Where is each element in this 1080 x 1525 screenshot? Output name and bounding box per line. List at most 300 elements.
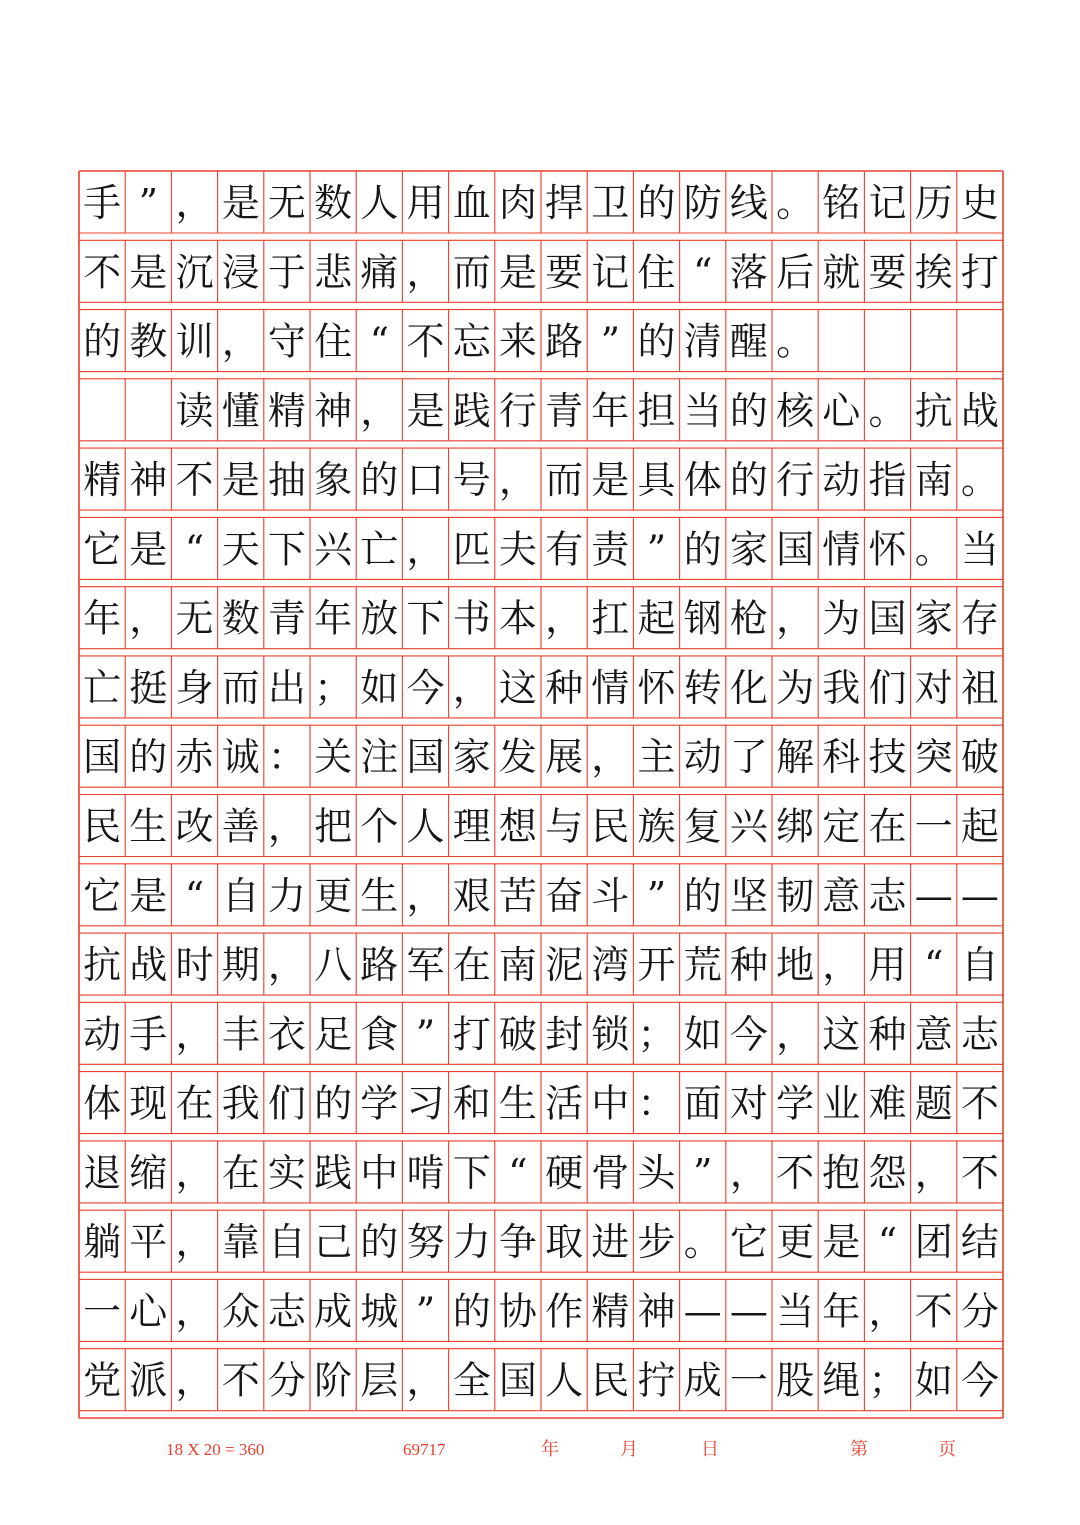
- grid-character: 理: [452, 804, 491, 849]
- grid-character: 丰: [221, 1012, 260, 1057]
- grid-character: ：: [267, 735, 306, 780]
- sheet-code: 69717: [403, 1440, 446, 1459]
- grid-character: 神: [129, 458, 168, 503]
- grid-character: 痛: [360, 250, 399, 295]
- grid-character: 开: [637, 943, 676, 988]
- grid-character: 来: [498, 319, 537, 364]
- grid-character: 住: [637, 250, 676, 295]
- grid-character: 是: [822, 1220, 861, 1265]
- grid-character: 忘: [452, 319, 491, 364]
- grid-character: 的: [360, 458, 399, 503]
- grid-character: 口: [406, 458, 445, 503]
- grid-character: “: [369, 319, 390, 364]
- grid-character: 业: [822, 1081, 861, 1126]
- grid-character: 动: [683, 735, 722, 780]
- grid-character: 下: [452, 1150, 491, 1195]
- grid-character: ，: [498, 458, 537, 503]
- grid-character: 努: [406, 1220, 445, 1265]
- grid-character: 。: [914, 527, 953, 572]
- grid-character: 亡: [360, 527, 399, 572]
- grid-character: 主: [637, 735, 676, 780]
- grid-character: ”: [600, 319, 621, 364]
- grid-character: ，: [776, 1012, 815, 1057]
- grid-character: 族: [637, 804, 676, 849]
- grid-character: 的: [637, 181, 676, 225]
- grid-character: ，: [545, 596, 584, 641]
- grid-character: 与: [545, 804, 584, 849]
- grid-character: 斗: [591, 873, 630, 918]
- grid-character: ”: [138, 181, 159, 225]
- grid-character: 进: [591, 1220, 630, 1265]
- grid-character: 具: [637, 458, 676, 503]
- grid-character: 人: [545, 1358, 584, 1403]
- grid-character: 卫: [591, 181, 630, 225]
- grid-character: 面: [683, 1081, 722, 1126]
- grid-character: 民: [591, 1358, 630, 1403]
- grid-character: 啃: [406, 1150, 445, 1195]
- grid-character: 兴: [314, 527, 353, 572]
- grid-character: 学: [776, 1081, 815, 1126]
- grid-character: 食: [360, 1012, 399, 1057]
- grid-character: ，: [267, 943, 306, 988]
- grid-character: 湾: [591, 943, 630, 988]
- grid-character: 取: [545, 1220, 584, 1265]
- grid-character: 生: [498, 1081, 537, 1126]
- grid-character: 城: [360, 1289, 399, 1334]
- grid-character: 铭: [822, 181, 861, 225]
- grid-character: 国: [776, 527, 815, 572]
- grid-character: 抗: [83, 943, 122, 988]
- grid-character: 注: [360, 735, 399, 780]
- grid-character: 在: [452, 943, 491, 988]
- grid-character: ，: [175, 1012, 214, 1057]
- grid-character: 们: [868, 665, 907, 710]
- grid-character: 党: [83, 1358, 122, 1403]
- grid-character: 国: [868, 596, 907, 641]
- grid-character: 的: [129, 735, 168, 780]
- grid-character: 兴: [729, 804, 768, 849]
- grid-character: 扛: [591, 596, 630, 641]
- grid-character: 骨: [591, 1150, 630, 1195]
- grid-character: 放: [360, 596, 399, 641]
- grid-character: ；: [868, 1358, 907, 1403]
- grid-character: 步: [637, 1220, 676, 1265]
- grid-character: 今: [729, 1012, 768, 1057]
- grid-character: ，: [452, 665, 491, 710]
- grid-character: 足: [314, 1012, 353, 1057]
- grid-character: 对: [729, 1081, 768, 1126]
- grid-character: ，: [129, 596, 168, 641]
- grid-character: 绳: [822, 1358, 861, 1403]
- grid-character: ，: [175, 1220, 214, 1265]
- grid-character: 不: [406, 319, 445, 364]
- grid-character: ，: [914, 1150, 953, 1195]
- grid-character: —: [914, 873, 953, 918]
- grid-character: 是: [129, 527, 168, 572]
- grid-character: 年: [822, 1289, 861, 1334]
- grid-character: 改: [175, 804, 214, 849]
- grid-character: 国: [83, 735, 122, 780]
- grid-character: 亡: [83, 665, 122, 710]
- grid-character: 展: [545, 735, 584, 780]
- grid-character: 。: [776, 181, 815, 225]
- grid-character: 转: [683, 665, 722, 710]
- grid-character: 要: [868, 250, 907, 295]
- grid-character: ：: [637, 1081, 676, 1126]
- grid-character: ，: [175, 1358, 214, 1403]
- grid-character: 意: [822, 873, 861, 918]
- grid-character: 活: [545, 1081, 584, 1126]
- grid-character: 头: [637, 1150, 676, 1195]
- grid-character: 教: [129, 319, 168, 364]
- grid-character: 力: [267, 873, 306, 918]
- grid-character: [83, 389, 121, 433]
- grid-character: 下: [406, 596, 445, 641]
- grid-character: 精: [83, 458, 122, 503]
- grid-character: 结: [960, 1220, 999, 1265]
- grid-character: ”: [646, 873, 667, 918]
- grid-character: 时: [175, 943, 214, 988]
- grid-character: 是: [221, 181, 260, 225]
- grid-character: —: [729, 1289, 768, 1334]
- grid-character: 后: [776, 250, 815, 295]
- grid-character: 的: [360, 1220, 399, 1265]
- grid-character: 解: [776, 735, 815, 780]
- grid-character: 全: [452, 1358, 491, 1403]
- grid-character: 行: [776, 458, 815, 503]
- grid-character: 记: [591, 250, 630, 295]
- grid-character: 它: [729, 1220, 768, 1265]
- grid-character: 荒: [683, 943, 722, 988]
- grid-character: 种: [868, 1012, 907, 1057]
- grid-character: 怀: [637, 665, 676, 710]
- grid-character: 突: [914, 735, 953, 780]
- grid-character: 坚: [729, 873, 768, 918]
- grid-character: 。: [960, 458, 999, 503]
- grid-character: ，: [868, 1289, 907, 1334]
- grid-character: 己: [314, 1220, 353, 1265]
- grid-character: 军: [406, 943, 445, 988]
- grid-character: 想: [498, 804, 537, 849]
- grid-character: 年: [314, 596, 353, 641]
- grid-character: 史: [960, 181, 999, 225]
- grid-character: 打: [452, 1012, 491, 1057]
- grid-character: 发: [498, 735, 537, 780]
- grid-character: 是: [591, 458, 630, 503]
- grid-character: 心: [129, 1289, 168, 1334]
- grid-character: 人: [360, 181, 399, 225]
- grid-character: 醒: [729, 319, 768, 364]
- grid-character: “: [923, 943, 944, 988]
- grid-character: 习: [406, 1081, 445, 1126]
- grid-character: 意: [914, 1012, 953, 1057]
- grid-character: 平: [129, 1220, 168, 1265]
- grid-character: 股: [776, 1358, 815, 1403]
- grid-character: 的: [637, 319, 676, 364]
- grid-character: 关: [314, 735, 353, 780]
- grid-character: 这: [822, 1012, 861, 1057]
- grid-character: 分: [267, 1358, 306, 1403]
- grid-character: 在: [175, 1081, 214, 1126]
- grid-character: ；: [637, 1012, 676, 1057]
- grid-character: 硬: [545, 1150, 584, 1195]
- grid-character: “: [877, 1220, 898, 1265]
- grid-character: ，: [406, 250, 445, 295]
- grid-character: 责: [591, 527, 630, 572]
- grid-character: 数: [221, 596, 260, 641]
- grid-character: 匹: [452, 527, 491, 572]
- grid-character: 一: [83, 1289, 122, 1334]
- grid-character: 不: [175, 458, 214, 503]
- grid-character: 神: [314, 388, 353, 433]
- grid-character: 民: [83, 804, 122, 849]
- grid-character: 八: [314, 943, 353, 988]
- grid-character: 用: [868, 943, 907, 988]
- grid-character: “: [692, 250, 713, 295]
- grid-character: 力: [452, 1220, 491, 1265]
- grid-character: ”: [646, 527, 667, 572]
- grid-character: 怨: [868, 1150, 907, 1195]
- grid-character: 诚: [221, 735, 260, 780]
- grid-character: 神: [637, 1289, 676, 1334]
- grid-character: ”: [415, 1289, 436, 1334]
- grid-character: 地: [776, 943, 815, 988]
- grid-character: ，: [175, 1150, 214, 1195]
- grid-character: 是: [498, 250, 537, 295]
- grid-character: 不: [914, 1289, 953, 1334]
- grid-character: 奋: [545, 873, 584, 918]
- grid-character: 践: [314, 1150, 353, 1195]
- grid-character: 挨: [914, 250, 953, 295]
- grid-character: 躺: [83, 1220, 122, 1265]
- grid-character: 本: [498, 596, 537, 641]
- grid-character: 指: [868, 458, 907, 503]
- grid-character: ，: [729, 1150, 768, 1195]
- grid-character: ，: [822, 943, 861, 988]
- grid-character: 战: [960, 388, 999, 433]
- grid-character: 训: [175, 319, 214, 364]
- grid-character: 今: [960, 1358, 999, 1403]
- grid-character: 当: [683, 388, 722, 433]
- grid-character: 国: [406, 735, 445, 780]
- grid-character: 它: [83, 873, 122, 918]
- grid-character: 血: [452, 181, 491, 225]
- grid-character: 要: [545, 250, 584, 295]
- grid-character: 这: [498, 665, 537, 710]
- grid-character: 动: [83, 1012, 122, 1057]
- grid-character: 而: [545, 458, 584, 503]
- grid-character: 动: [822, 458, 861, 503]
- grid-character: 众: [221, 1289, 260, 1334]
- grid-character: 核: [776, 388, 815, 433]
- grid-character: 悲: [314, 250, 353, 295]
- grid-character: 的: [314, 1081, 353, 1126]
- grid-character: 我: [822, 665, 861, 710]
- grid-character: 无: [267, 181, 306, 225]
- grid-character: 年: [83, 596, 122, 641]
- grid-character: 中: [591, 1081, 630, 1126]
- grid-character: ，: [591, 735, 630, 780]
- grid-character: 青: [545, 388, 584, 433]
- grid-character: 艰: [452, 873, 491, 918]
- grid-character: 记: [868, 181, 907, 225]
- grid-character: 泥: [545, 943, 584, 988]
- grid-character: 技: [868, 735, 907, 780]
- grid-character: 的: [683, 527, 722, 572]
- grid-character: ”: [692, 1150, 713, 1195]
- grid-character: 和: [452, 1081, 491, 1126]
- grid-character: 成: [314, 1289, 353, 1334]
- grid-character: 志: [960, 1012, 999, 1057]
- grid-character: 如: [683, 1012, 722, 1057]
- grid-character: 对: [914, 665, 953, 710]
- grid-character: 们: [267, 1081, 306, 1126]
- grid-character: 难: [868, 1081, 907, 1126]
- grid-character: 心: [822, 388, 861, 433]
- grid-character: 数: [314, 181, 353, 225]
- grid-character: 定: [822, 804, 861, 849]
- grid-character: 而: [221, 665, 260, 710]
- grid-character: 分: [960, 1289, 999, 1334]
- grid-character: 的: [452, 1289, 491, 1334]
- grid-character: 自: [960, 943, 999, 988]
- grid-character: ，: [406, 1358, 445, 1403]
- grid-character: 把: [314, 804, 353, 849]
- grid-character: 路: [545, 319, 584, 364]
- grid-character: 期: [221, 943, 260, 988]
- grid-character: “: [184, 873, 205, 918]
- grid-character: 象: [314, 458, 353, 503]
- grid-character: 下: [267, 527, 306, 572]
- grid-character: 生: [129, 804, 168, 849]
- grid-character: 落: [729, 250, 768, 295]
- grid-character: 防: [683, 181, 722, 225]
- grid-character: 天: [221, 527, 260, 572]
- grid-character: 是: [129, 873, 168, 918]
- grid-character: 志: [868, 873, 907, 918]
- grid-character: 沉: [175, 250, 214, 295]
- grid-character: 浸: [221, 250, 260, 295]
- grid-character: 抽: [267, 458, 306, 503]
- grid-character: 抱: [822, 1150, 861, 1195]
- grid-character: 拧: [637, 1358, 676, 1403]
- grid-character: 手: [83, 181, 122, 225]
- grid-character: 读: [175, 388, 214, 433]
- grid-character: 担: [637, 388, 676, 433]
- page-label-di: 第: [850, 1439, 868, 1460]
- grid-character: 年: [591, 388, 630, 433]
- grid-character: 自: [267, 1220, 306, 1265]
- grid-character: 为: [822, 596, 861, 641]
- grid-character: 如: [360, 665, 399, 710]
- grid-character: 了: [729, 735, 768, 780]
- grid-character: 家: [729, 527, 768, 572]
- grid-character: ”: [415, 1012, 436, 1057]
- grid-character: 体: [83, 1081, 122, 1126]
- grid-character: ，: [175, 1289, 214, 1334]
- grid-character: —: [960, 873, 999, 918]
- grid-character: 种: [545, 665, 584, 710]
- grid-character: 为: [776, 665, 815, 710]
- grid-character: 退: [83, 1150, 122, 1195]
- grid-character: 起: [637, 596, 676, 641]
- grid-character: 肉: [498, 181, 537, 225]
- grid-character: 苦: [498, 873, 537, 918]
- grid-character: 青: [267, 596, 306, 641]
- grid-character: 靠: [221, 1220, 260, 1265]
- grid-character: 作: [545, 1289, 584, 1334]
- grid-character: 于: [267, 250, 306, 295]
- grid-character: 情: [591, 665, 630, 710]
- grid-character: 清: [683, 319, 722, 364]
- grid-character: 住: [314, 319, 353, 364]
- grid-character: 守: [267, 319, 306, 364]
- year-label: 年: [541, 1439, 559, 1460]
- grid-character: 钢: [683, 596, 722, 641]
- grid-character: 派: [129, 1358, 168, 1403]
- grid-character: [129, 389, 167, 433]
- grid-character: 祖: [960, 665, 999, 710]
- grid-character: 无: [175, 596, 214, 641]
- grid-character: 号: [452, 458, 491, 503]
- grid-character: 协: [498, 1289, 537, 1334]
- grid-character: “: [508, 1150, 528, 1195]
- grid-character: 的: [83, 319, 122, 364]
- grid-character: 懂: [221, 388, 260, 433]
- grid-capacity-label: 18 X 20 = 360: [166, 1440, 265, 1459]
- grid-character: 它: [83, 527, 122, 572]
- grid-character: 历: [914, 181, 953, 225]
- grid-character: 精: [591, 1289, 630, 1334]
- grid-character: 实: [267, 1150, 306, 1195]
- grid-character: 不: [960, 1081, 999, 1126]
- grid-character: 书: [452, 596, 491, 641]
- grid-character: 团: [914, 1220, 953, 1265]
- grid-character: 不: [776, 1150, 815, 1195]
- grid-character: 我: [221, 1081, 260, 1126]
- grid-character: 手: [129, 1012, 168, 1057]
- grid-character: 线: [729, 181, 768, 225]
- grid-character: 抗: [914, 388, 953, 433]
- grid-character: ，: [776, 596, 815, 641]
- grid-character: 就: [822, 250, 861, 295]
- grid-character: 而: [452, 250, 491, 295]
- day-label: 日: [701, 1439, 719, 1460]
- grid-character: 战: [129, 943, 168, 988]
- grid-character: 阶: [314, 1358, 353, 1403]
- grid-character: 国: [498, 1358, 537, 1403]
- grid-character: ，: [221, 319, 260, 364]
- grid-character: ，: [406, 873, 445, 918]
- grid-character: 出: [267, 665, 306, 710]
- grid-character: 锁: [591, 1012, 630, 1057]
- grid-character: 用: [406, 181, 445, 225]
- grid-character: 夫: [498, 527, 537, 572]
- grid-character: 家: [914, 596, 953, 641]
- grid-character: 复: [683, 804, 722, 849]
- grid-character: 民: [591, 804, 630, 849]
- page-label-ye: 页: [938, 1439, 956, 1460]
- grid-character: 在: [868, 804, 907, 849]
- grid-character: 。: [868, 388, 907, 433]
- grid-character: 生: [360, 873, 399, 918]
- grid-character: 是: [221, 458, 260, 503]
- grid-character: 不: [960, 1150, 999, 1195]
- grid-character: 是: [406, 388, 445, 433]
- grid-character: 的: [729, 388, 768, 433]
- grid-character: 志: [267, 1289, 306, 1334]
- grid-character: 。: [683, 1220, 722, 1265]
